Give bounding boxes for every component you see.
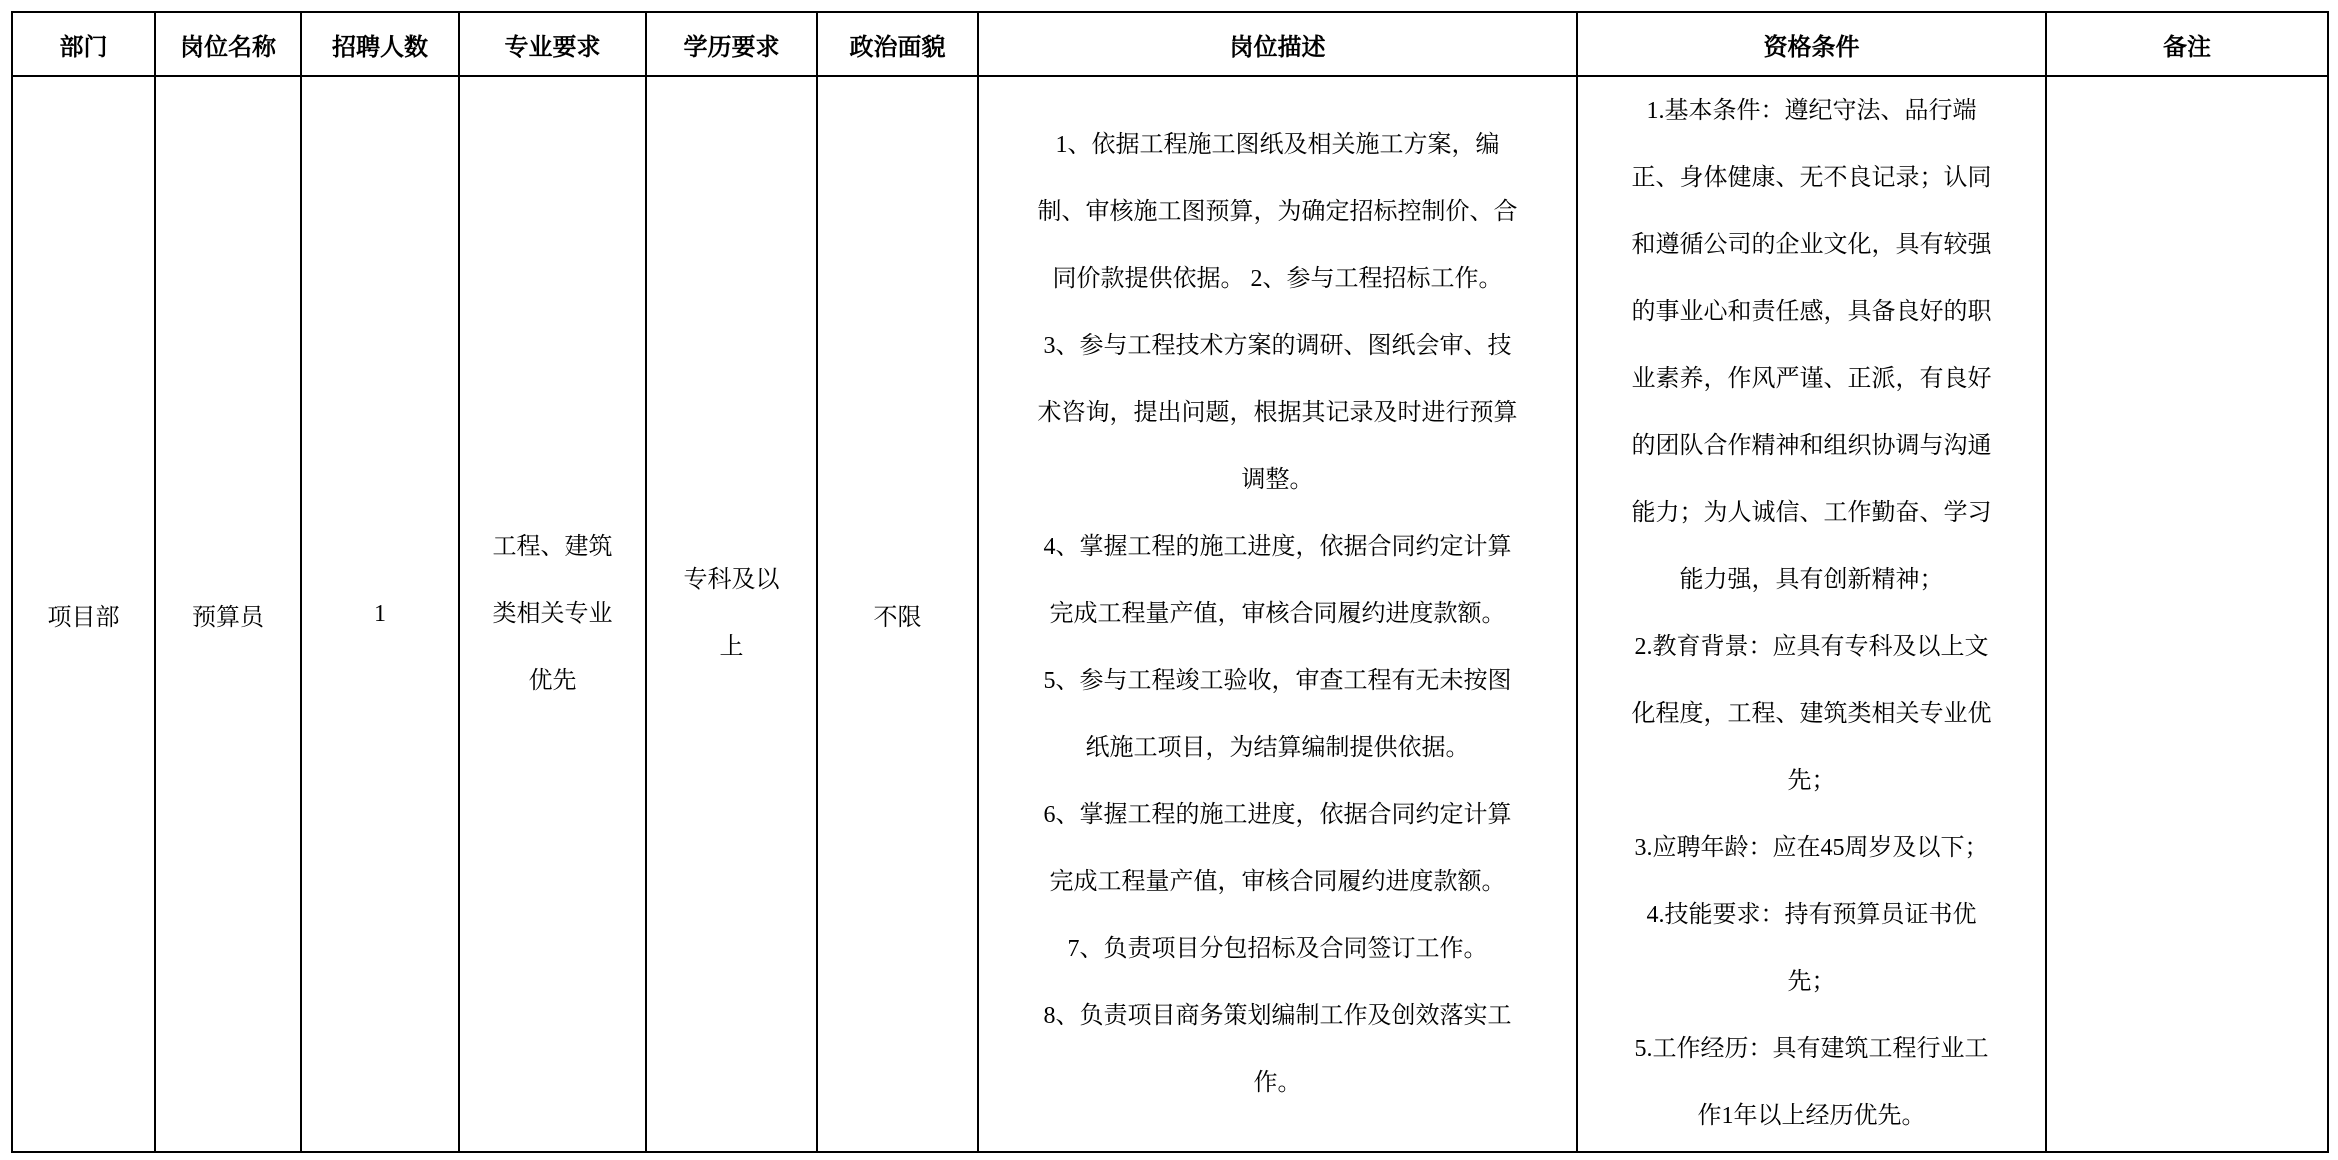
text-line: 3、参与工程技术方案的调研、图纸会审、技 (1043, 332, 1512, 359)
cell-qualifications (1577, 76, 2046, 1152)
cell-major (459, 76, 646, 1152)
text-line: 3.应聘年龄：应在45周岁及以下； (1634, 835, 1989, 861)
text-line: 完成工程量产值，审核合同履约进度款额。 (1049, 600, 1506, 627)
cell-position: 预算员 (155, 76, 301, 1152)
header-position: 岗位名称 (155, 12, 301, 76)
text-line: 能力；为人诚信、工作勤奋、学习 (1631, 500, 1992, 526)
text-line: 作1年以上经历优先。 (1697, 1103, 1926, 1129)
text-line: 8、负责项目商务策划编制工作及创效落实工 (1043, 1002, 1512, 1029)
text-line: 化程度，工程、建筑类相关专业优 (1631, 701, 1992, 727)
text-line: 1.基本条件：遵纪守法、品行端 (1646, 98, 1977, 124)
header-description: 岗位描述 (978, 12, 1577, 76)
text-line: 优先 (528, 667, 577, 694)
text-line: 上 (719, 634, 744, 660)
cell-count: 1 (301, 76, 459, 1152)
header-department: 部门 (12, 12, 155, 76)
text-line: 4、掌握工程的施工进度，依据合同约定计算 (1043, 533, 1512, 560)
text-line: 类相关专业 (492, 600, 613, 627)
text-line: 作。 (1253, 1069, 1302, 1096)
text-line: 调整。 (1241, 466, 1314, 493)
recruitment-table (11, 11, 2329, 1153)
cell-description (978, 76, 1577, 1152)
text-line: 4.技能要求：持有预算员证书优 (1646, 902, 1977, 928)
text-line: 完成工程量产值，审核合同履约进度款额。 (1049, 868, 1506, 895)
text-line: 1、依据工程施工图纸及相关施工方案，编 (1055, 131, 1500, 158)
text-line: 同价款提供依据。 2、参与工程招标工作。 (1052, 265, 1503, 292)
header-count: 招聘人数 (301, 12, 459, 76)
header-remarks: 备注 (2046, 12, 2328, 76)
header-row (12, 12, 2328, 76)
text-line: 纸施工项目，为结算编制提供依据。 (1085, 734, 1470, 761)
text-line: 5.工作经历：具有建筑工程行业工 (1634, 1036, 1989, 1062)
cell-remarks (2046, 76, 2328, 1152)
text-line: 制、审核施工图预算，为确定招标控制价、合 (1037, 198, 1518, 225)
text-line: 5、参与工程竣工验收，审查工程有无未按图 (1043, 667, 1512, 694)
text-line: 6、掌握工程的施工进度，依据合同约定计算 (1043, 801, 1512, 828)
table-row (12, 76, 2328, 1152)
text-line: 的事业心和责任感，具备良好的职 (1631, 299, 1992, 325)
header-political: 政治面貌 (817, 12, 978, 76)
text-line: 正、身体健康、无不良记录；认同 (1631, 165, 1992, 191)
text-line: 7、负责项目分包招标及合同签订工作。 (1067, 935, 1488, 962)
text-line: 的团队合作精神和组织协调与沟通 (1631, 433, 1992, 459)
cell-education (646, 76, 817, 1152)
text-line: 工程、建筑 (492, 533, 613, 560)
cell-political: 不限 (817, 76, 978, 1152)
text-line: 2.教育背景：应具有专科及以上文 (1634, 634, 1989, 660)
text-line: 先； (1787, 768, 1836, 794)
text-line: 业素养，作风严谨、正派，有良好 (1631, 366, 1992, 392)
text-line: 专科及以 (683, 567, 780, 593)
cell-department: 项目部 (12, 76, 155, 1152)
header-education: 学历要求 (646, 12, 817, 76)
text-line: 术咨询，提出问题，根据其记录及时进行预算 (1037, 399, 1518, 426)
header-qualifications: 资格条件 (1577, 12, 2046, 76)
text-line: 和遵循公司的企业文化，具有较强 (1631, 232, 1992, 258)
text-line: 能力强，具有创新精神； (1679, 567, 1944, 593)
text-line: 先； (1787, 969, 1836, 995)
header-major: 专业要求 (459, 12, 646, 76)
